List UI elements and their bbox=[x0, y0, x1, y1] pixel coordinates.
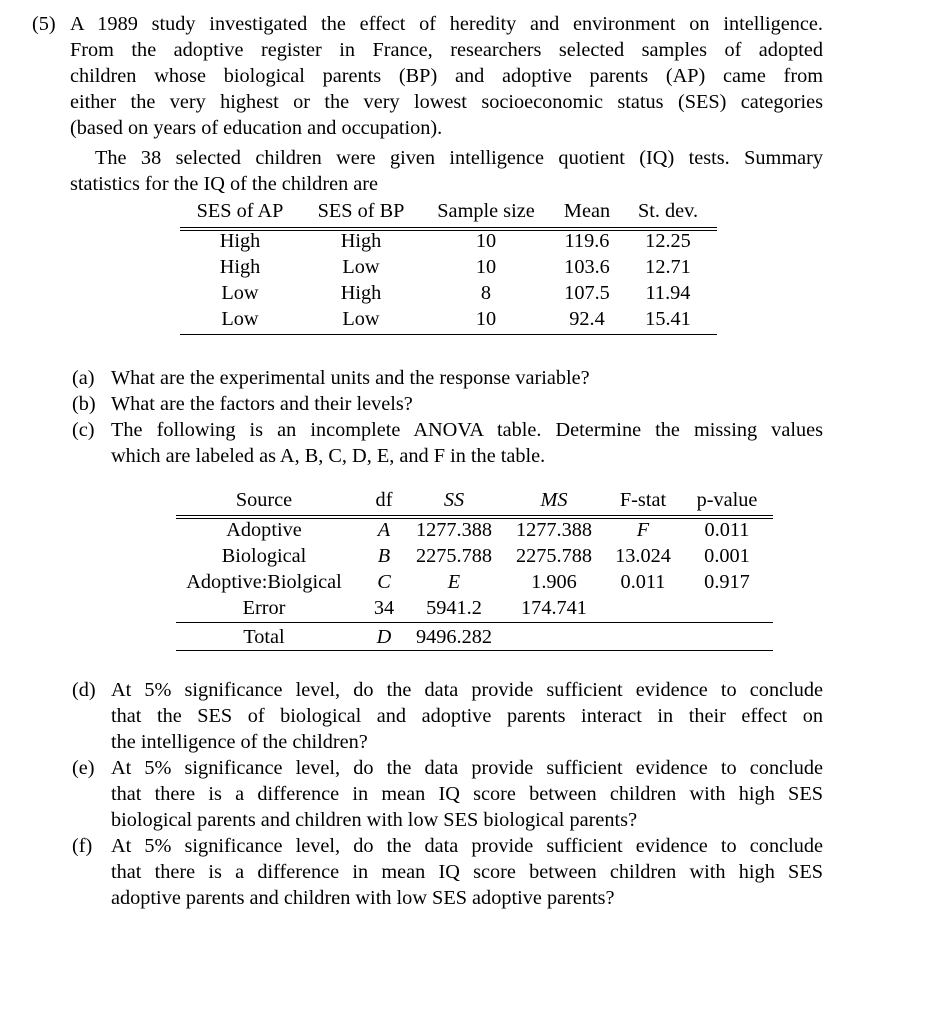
table-cell: High bbox=[340, 282, 382, 304]
summary-header-cell: St. dev. bbox=[637, 200, 699, 222]
table-cell: 9496.282 bbox=[415, 626, 493, 648]
intro-line-1: A 1989 study investigated the effect of heredity and environment on intelligence. bbox=[70, 13, 823, 35]
table-cell: 15.41 bbox=[645, 308, 691, 330]
intro-line-4: either the very highest or the very lowest socioeconomic status (SES) categories bbox=[70, 91, 823, 113]
table-cell: 0.011 bbox=[620, 571, 666, 593]
summary-header-cell: SES of BP bbox=[317, 200, 405, 222]
table-row bbox=[180, 306, 717, 332]
table-cell: 10 bbox=[475, 308, 497, 330]
question-e-label: (e) bbox=[72, 757, 95, 779]
table-rule bbox=[180, 334, 717, 335]
table-cell: 12.25 bbox=[645, 230, 691, 252]
table-cell: Error bbox=[242, 597, 286, 619]
anova-header-cell: p-value bbox=[696, 489, 758, 511]
question-c-label: (c) bbox=[72, 419, 95, 441]
question-f-line-1: At 5% significance level, do the data provide sufficient evidence to conclude bbox=[111, 835, 823, 857]
table-cell: High bbox=[340, 230, 382, 252]
table-row bbox=[180, 254, 717, 280]
table-cell: 0.917 bbox=[704, 571, 750, 593]
table-cell: Low bbox=[342, 256, 380, 278]
summary-header-cell: Mean bbox=[563, 200, 611, 222]
question-c-line-1: The following is an incomplete ANOVA table. Determine the missing values bbox=[111, 419, 823, 441]
table-cell: 0.001 bbox=[704, 545, 750, 567]
table-rule bbox=[176, 650, 773, 651]
table-row bbox=[176, 624, 773, 650]
question-d-line-1: At 5% significance level, do the data provide sufficient evidence to conclude bbox=[111, 679, 823, 701]
question-f-line-3: adoptive parents and children with low SES adoptive parents? bbox=[111, 887, 615, 909]
question-b-text: What are the factors and their levels? bbox=[111, 393, 413, 415]
table-rule bbox=[176, 622, 773, 623]
table-cell: D bbox=[376, 626, 392, 648]
anova-header-cell: F-stat bbox=[619, 489, 667, 511]
table-cell: High bbox=[219, 256, 261, 278]
table-cell: 34 bbox=[373, 597, 395, 619]
table-cell: Low bbox=[342, 308, 380, 330]
table-row bbox=[176, 543, 773, 569]
intro-line-2: From the adoptive register in France, researchers selected samples of adopted bbox=[70, 39, 823, 61]
summary-header-cell: SES of AP bbox=[196, 200, 284, 222]
anova-header-cell: MS bbox=[540, 489, 568, 511]
question-f-label: (f) bbox=[72, 835, 93, 857]
table-cell: Low bbox=[221, 308, 259, 330]
table-cell: 5941.2 bbox=[426, 597, 482, 619]
question-c-line-2: which are labeled as A, B, C, D, E, and F in the table. bbox=[111, 445, 546, 467]
table-row bbox=[176, 517, 773, 543]
table-cell: C bbox=[377, 571, 391, 593]
table-cell: E bbox=[447, 571, 461, 593]
question-d-line-3: the intelligence of the children? bbox=[111, 731, 368, 753]
table-cell: 1277.388 bbox=[415, 519, 493, 541]
summary-header-cell: Sample size bbox=[437, 200, 535, 222]
table-cell: 2275.788 bbox=[515, 545, 593, 567]
table-cell: B bbox=[377, 545, 391, 567]
table-cell: 10 bbox=[475, 230, 497, 252]
table-cell: 0.011 bbox=[704, 519, 750, 541]
problem-number: (5) bbox=[32, 13, 56, 35]
table-row bbox=[180, 280, 717, 306]
table-cell: Total bbox=[243, 626, 285, 648]
question-d-line-2: that the SES of biological and adoptive parents interact in their effect on bbox=[111, 705, 823, 727]
question-a-label: (a) bbox=[72, 367, 95, 389]
table-cell: 119.6 bbox=[564, 230, 610, 252]
summary-table-header bbox=[180, 198, 717, 224]
table-cell: Adoptive:Biolgical bbox=[186, 571, 342, 593]
table-cell: A bbox=[377, 519, 391, 541]
table-cell: Biological bbox=[221, 545, 307, 567]
intro-line-3: children whose biological parents (BP) and adoptive parents (AP) came from bbox=[70, 65, 823, 87]
anova-header-cell: Source bbox=[235, 489, 293, 511]
para2-line-2: statistics for the IQ of the children are bbox=[70, 173, 379, 195]
question-d-label: (d) bbox=[72, 679, 96, 701]
table-rule bbox=[176, 515, 773, 516]
table-cell: High bbox=[219, 230, 261, 252]
table-cell: 2275.788 bbox=[415, 545, 493, 567]
anova-header-cell: SS bbox=[443, 489, 465, 511]
table-cell: 1277.388 bbox=[515, 519, 593, 541]
table-cell: 1.906 bbox=[531, 571, 577, 593]
table-cell: 11.94 bbox=[645, 282, 691, 304]
table-cell: 13.024 bbox=[615, 545, 671, 567]
question-e-line-1: At 5% significance level, do the data provide sufficient evidence to conclude bbox=[111, 757, 823, 779]
table-cell: 107.5 bbox=[564, 282, 610, 304]
question-f-line-2: that there is a difference in mean IQ score between children with high SES bbox=[111, 861, 823, 883]
table-cell: F bbox=[636, 519, 650, 541]
anova-header-cell: df bbox=[375, 489, 393, 511]
question-b-label: (b) bbox=[72, 393, 96, 415]
table-cell: 174.741 bbox=[521, 597, 587, 619]
anova-table bbox=[176, 487, 773, 648]
question-e-line-3: biological parents and children with low SES biological parents? bbox=[111, 809, 638, 831]
question-e-line-2: that there is a difference in mean IQ score between children with high SES bbox=[111, 783, 823, 805]
table-cell: 8 bbox=[480, 282, 492, 304]
intro-line-5: (based on years of education and occupation). bbox=[70, 117, 443, 139]
table-cell: 92.4 bbox=[569, 308, 605, 330]
table-cell: 103.6 bbox=[564, 256, 610, 278]
summary-table bbox=[180, 198, 717, 330]
table-cell: 12.71 bbox=[645, 256, 691, 278]
anova-table-header bbox=[176, 487, 773, 513]
table-row bbox=[176, 595, 773, 621]
question-a-text: What are the experimental units and the response variable? bbox=[111, 367, 590, 389]
para2-line-1: The 38 selected children were given intelligence quotient (IQ) tests. Summary bbox=[95, 147, 823, 169]
table-cell: 10 bbox=[475, 256, 497, 278]
table-cell: Low bbox=[221, 282, 259, 304]
table-row bbox=[180, 228, 717, 254]
table-row bbox=[176, 569, 773, 595]
table-cell: Adoptive bbox=[226, 519, 302, 541]
